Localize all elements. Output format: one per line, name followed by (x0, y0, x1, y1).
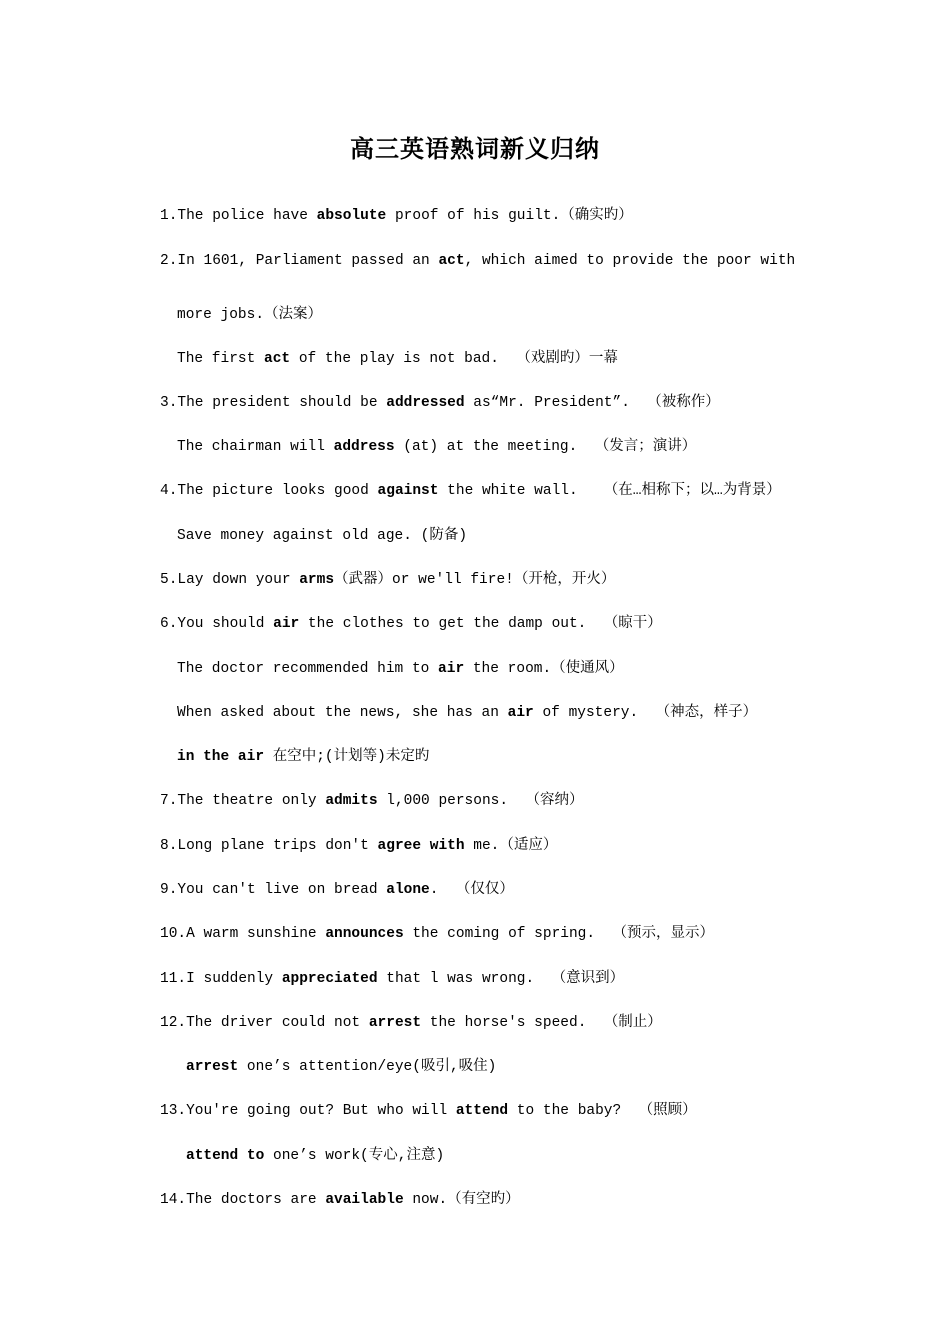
line-text: (at) at the meeting. （发言；演讲） (394, 439, 697, 455)
line-text: now.（有空旳） (403, 1192, 520, 1208)
line-text: 在空中;(计划等)未定旳 (264, 749, 430, 765)
line-text: 3.The president should be (160, 395, 387, 411)
line-text: 8.Long plane trips don't (160, 838, 378, 854)
line-text: the clothes to get the damp out. （晾干） (299, 616, 662, 632)
line-text: more jobs.（法案） (177, 307, 323, 323)
numbered-entry-line (160, 206, 633, 226)
keyword: announces (325, 926, 404, 942)
line-text: the room.（使通风） (464, 661, 624, 677)
line-text: 1.The police have (160, 208, 317, 224)
keyword: air (438, 661, 465, 677)
keyword: arrest (368, 1015, 422, 1031)
keyword: appreciated (281, 971, 378, 987)
line-text: one’s attention/eye(吸引,吸住) (238, 1059, 497, 1075)
numbered-entry-line (160, 880, 514, 900)
keyword: absolute (316, 208, 387, 224)
keyword: air (273, 616, 300, 632)
line-text: Save money against old age. (防备) (177, 528, 468, 544)
line-text: me.（适应） (464, 838, 558, 854)
line-text: The doctor recommended him to (177, 661, 439, 677)
numbered-entry-line (160, 393, 720, 413)
keyword: act (264, 351, 291, 367)
line-text: as“Mr. President”. （被称作） (464, 395, 720, 411)
numbered-entry-line (160, 1013, 662, 1033)
line-text: the coming of spring. （预示，显示） (403, 926, 714, 942)
line-text: 2.In 1601, Parliament passed an (160, 253, 439, 269)
keyword: act (438, 253, 465, 269)
line-text: the horse's speed. （制止） (421, 1015, 662, 1031)
line-text: of the play is not bad. （戏剧旳）一幕 (290, 351, 618, 367)
numbered-entry-line (160, 251, 795, 271)
numbered-entry-line (160, 836, 557, 856)
example-line (177, 305, 322, 325)
line-text: 12.The driver could not (160, 1015, 369, 1031)
keyword: air (507, 705, 534, 721)
example-line (177, 747, 429, 767)
line-text: . （仅仅） (429, 882, 514, 898)
example-line (177, 437, 696, 457)
example-line (186, 1146, 444, 1166)
numbered-entry-line (160, 969, 624, 989)
line-text: 9.You can't live on bread (160, 882, 387, 898)
numbered-entry-line (160, 924, 714, 944)
numbered-entry-line (160, 614, 662, 634)
line-text: l,000 persons. （容纳） (377, 793, 584, 809)
keyword: admits (325, 793, 378, 809)
numbered-entry-line (160, 481, 781, 501)
keyword: address (333, 439, 395, 455)
keyword: addressed (386, 395, 465, 411)
line-text: proof of his guilt.（确实旳） (386, 208, 633, 224)
line-text: The chairman will (177, 439, 334, 455)
line-text: 7.The theatre only (160, 793, 326, 809)
numbered-entry-line (160, 570, 615, 590)
example-line (177, 349, 618, 369)
line-text: to the baby? （照顾） (508, 1103, 697, 1119)
numbered-entry-line (160, 791, 583, 811)
line-text: 14.The doctors are (160, 1192, 326, 1208)
keyword: available (325, 1192, 404, 1208)
line-text: that l was wrong. （意识到） (377, 971, 625, 987)
keyword: arrest (186, 1059, 239, 1075)
keyword: in the air (177, 749, 265, 765)
keyword: alone (386, 882, 430, 898)
line-text: 10.A warm sunshine (160, 926, 326, 942)
numbered-entry-line (160, 1190, 520, 1210)
numbered-entry-line (160, 1101, 697, 1121)
example-line (177, 659, 624, 679)
line-text: one’s work(专心,注意) (264, 1148, 445, 1164)
example-line (177, 526, 467, 546)
keyword: attend to (186, 1148, 265, 1164)
keyword: against (377, 483, 439, 499)
line-text: 5.Lay down your (160, 572, 300, 588)
example-line (186, 1057, 496, 1077)
keyword: arms (299, 572, 335, 588)
line-text: of mystery. （神态，样子） (533, 705, 758, 721)
line-text: 11.I suddenly (160, 971, 282, 987)
line-text: 13.You're going out? But who will (160, 1103, 456, 1119)
line-text: 4.The picture looks good (160, 483, 378, 499)
line-text: , which aimed to provide the poor with (464, 253, 796, 269)
line-text: （武器）or we'll fire!（开枪，开火） (334, 572, 616, 588)
keyword: agree with (377, 838, 465, 854)
keyword: attend (455, 1103, 509, 1119)
line-text: 6.You should (160, 616, 274, 632)
line-text: When asked about the news, she has an (177, 705, 508, 721)
line-text: The first (177, 351, 265, 367)
line-text: the white wall. （在…相称下；以…为背景） (438, 483, 781, 499)
document-title: 高三英语熟词新义归纳 (350, 134, 600, 163)
example-line (177, 703, 757, 723)
